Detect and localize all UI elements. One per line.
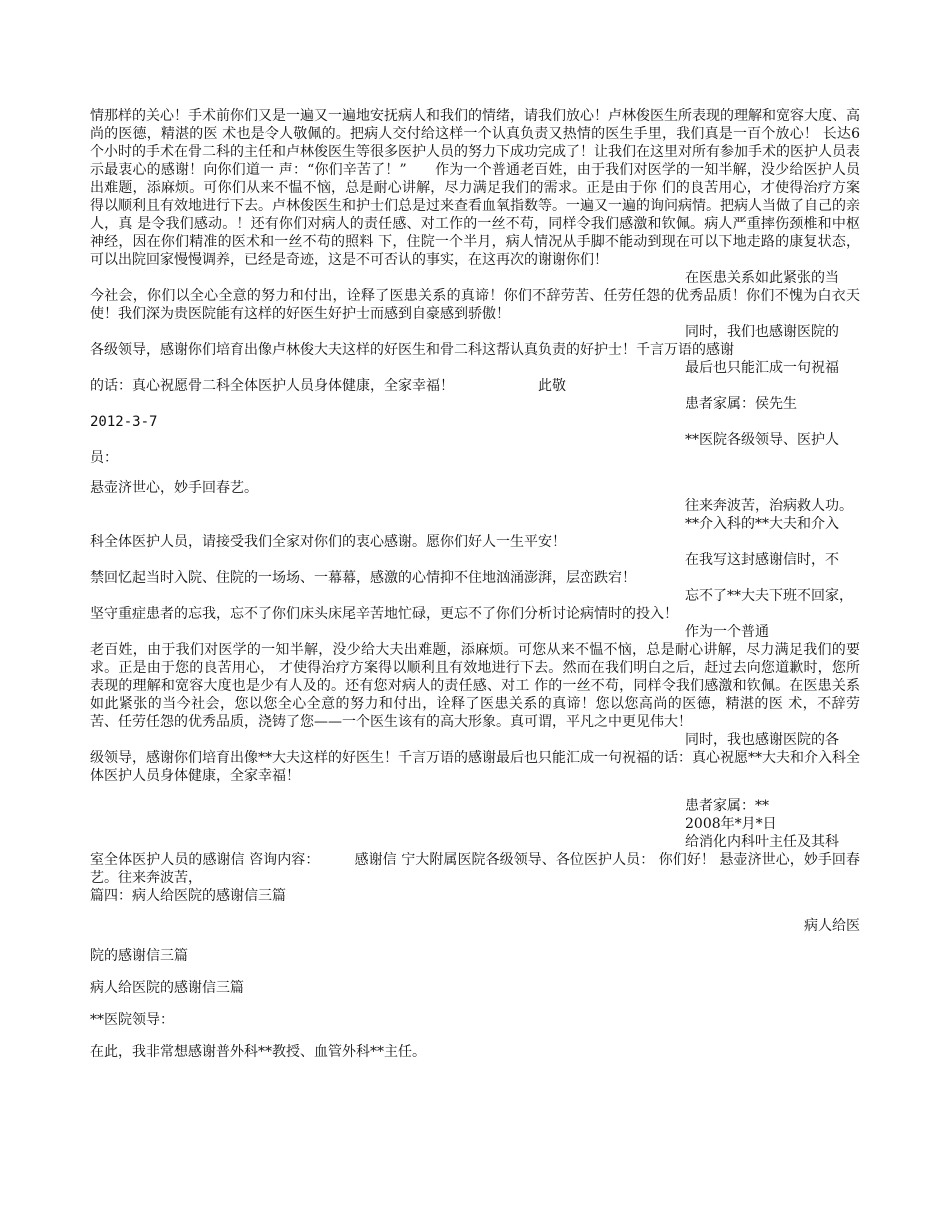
spacer xyxy=(90,467,860,479)
spacer xyxy=(90,1029,860,1043)
letter2-p2-text: 坚守重症患者的忘我，忘不了你们床头床尾辛苦地忙碌，更忘不了你们分析讨论病情时的投入！ xyxy=(90,606,678,622)
letter2-signature: 患者家属：** xyxy=(685,798,769,814)
spacer xyxy=(90,997,860,1011)
spacer xyxy=(90,935,860,947)
letter2-couplet-1: 悬壶济世心，妙手回春艺。 xyxy=(90,480,258,496)
letter1-para4-text: 的话：真心祝愿骨二科全体医护人员身体健康，全家幸福！ 此敬 xyxy=(90,378,566,394)
letter1-para2-lead: 在医患关系如此紧张的当 xyxy=(685,270,839,286)
letter1-para4-lead: 最后也只能汇成一句祝福 xyxy=(685,360,839,376)
letter2-couplet-2: 往来奔波苦，治病救人功。 xyxy=(685,498,853,514)
section4-title-repeat: 病人给医院的感谢信三篇 xyxy=(90,980,244,996)
letter2-salutation-text: 员： xyxy=(90,450,118,466)
letter2-p3-lead: 作为一个普通 xyxy=(685,624,769,640)
spacer xyxy=(90,905,860,917)
letter1-signature: 患者家属：侯先生 xyxy=(685,396,797,412)
section4-salutation: **医院领导： xyxy=(90,1012,174,1028)
section4-opening: 在此，我非常想感谢普外科**教授、血管外科**主任。 xyxy=(90,1044,426,1060)
section4-title-right: 病人给医 xyxy=(804,918,860,934)
letter2-date: 2008年*月*日 xyxy=(685,816,777,832)
section4-heading: 篇四：病人给医院的感谢信三篇 xyxy=(90,888,286,904)
letter1-body: 情那样的关心！手术前你们又是一遍又一遍地安抚病人和我们的情绪，请我们放心！卢林俊医生所表现的理解和宽容大度、高尚的医德，精湛的医 术也是令人敬佩的。把病人交付给这样一个认真负责又热情的医生手里，我们真是一百个放心！ 长达6个小时的手术在骨二科的主任和卢林俊医生等很多医护人员的努力下成功完成了！让我们在这里对所有参加手术的医护人员表示最衷心的感谢！向你们道一 声：“你们辛苦了！” 作为一个普通老百姓，由于我们对医学的一知半解，没少给医护人员出难题，添麻烦。可你们从来不愠不恼，总是耐心讲解，尽力满足我们的需求。正是由于你 们的良苦用心，才使得治疗方案得以顺利且有效地进行下去。卢林俊医生和护士们总是过来查看血氧指数等。一遍又一遍的询问病情。把病人当做了自己的亲人，真 是令我们感动。！还有你们对病人的责任感、对工作的一丝不苟，同样令我们感激和钦佩。病人严重摔伤颈椎和中枢神经，因在你们精准的医术和一丝不苟的照料 下，住院一个半月，病人情况从手脚不能动到现在可以下地走路的康复状态，可以出院回家慢慢调养，已经是奇迹，这是不可否认的事实，在这再次的谢谢你们！ xyxy=(90,108,860,268)
letter2-addressee-text: 科全体医护人员，请接受我们全家对你们的衷心感谢。愿你们好人一生平安！ xyxy=(90,534,566,550)
letter1-para2-text: 今社会，你们以全心全意的努力和付出，诠释了医患关系的真谛！你们不辞劳苦、任劳任怨的优秀品质！你们不愧为白衣天使！我们深为贵医院能有这样的好医生好护士而感到自豪感到骄傲！ xyxy=(90,288,860,322)
letter2-p4-text: 级领导，感谢你们培育出像**大夫这样的好医生！千言万语的感谢最后也只能汇成一句祝福的话：真心祝愿**大夫和介入科全体医护人员身体健康，全家幸福！ xyxy=(90,750,860,784)
excerpt-text: 室全体医护人员的感谢信 咨询内容： 感谢信 宁大附属医院各级领导、各位医护人员： 你们好！ 悬壶济世心，妙手回春艺。往来奔波苦， xyxy=(90,852,860,886)
letter2-addressee-lead: **介入科的**大夫和介入 xyxy=(685,516,839,532)
excerpt-lead: 给消化内科叶主任及其科 xyxy=(685,834,839,850)
letter2-salutation-lead: **医院各级领导、医护人 xyxy=(685,432,839,448)
letter2-p3-text: 老百姓，由于我们对医学的一知半解，没少给大夫出难题，添麻烦。可您从来不愠不恼，总是耐心讲解，尽力满足我们的要求。正是由于您的良苦用心， 才使得治疗方案得以顺利且有效地进行下去。然而在我们明白之后，赶过去向您道歉时，您所表现的理解和宽容大度也是少有人及的。还有您对病人的责任感、对工 作的一丝不苟，同样令我们感激和钦佩。在医患关系如此紧张的当今社会，您以您全心全意的努力和付出，诠释了医患关系的真谛！您以您高尚的医德，精湛的医 术，不辞劳苦、任劳任怨的优秀品质，浇铸了您——一个医生该有的高大形象。真可谓，平凡之中更见伟大！ xyxy=(90,642,860,730)
letter2-p4-lead: 同时，我也感谢医院的各 xyxy=(685,732,839,748)
letter1-para3-text: 各级领导，感谢你们培育出像卢林俊大夫这样的好医生和骨二科这帮认真负责的好护士！千言万语的感谢 xyxy=(90,342,734,358)
letter2-p1-text: 禁回忆起当时入院、住院的一场场、一幕幕，感激的心情抑不住地汹涌澎湃，层峦跌宕！ xyxy=(90,570,636,586)
letter2-p2-lead: 忘不了**大夫下班不回家， xyxy=(685,588,853,604)
spacer xyxy=(90,785,860,797)
letter1-date: 2012-3-7 xyxy=(90,414,158,430)
spacer xyxy=(90,965,860,979)
section4-title-rest: 院的感谢信三篇 xyxy=(90,948,188,964)
letter1-para3-lead: 同时，我们也感谢医院的 xyxy=(685,324,839,340)
document-page xyxy=(90,107,860,1061)
letter2-p1-lead: 在我写这封感谢信时，不 xyxy=(685,552,839,568)
